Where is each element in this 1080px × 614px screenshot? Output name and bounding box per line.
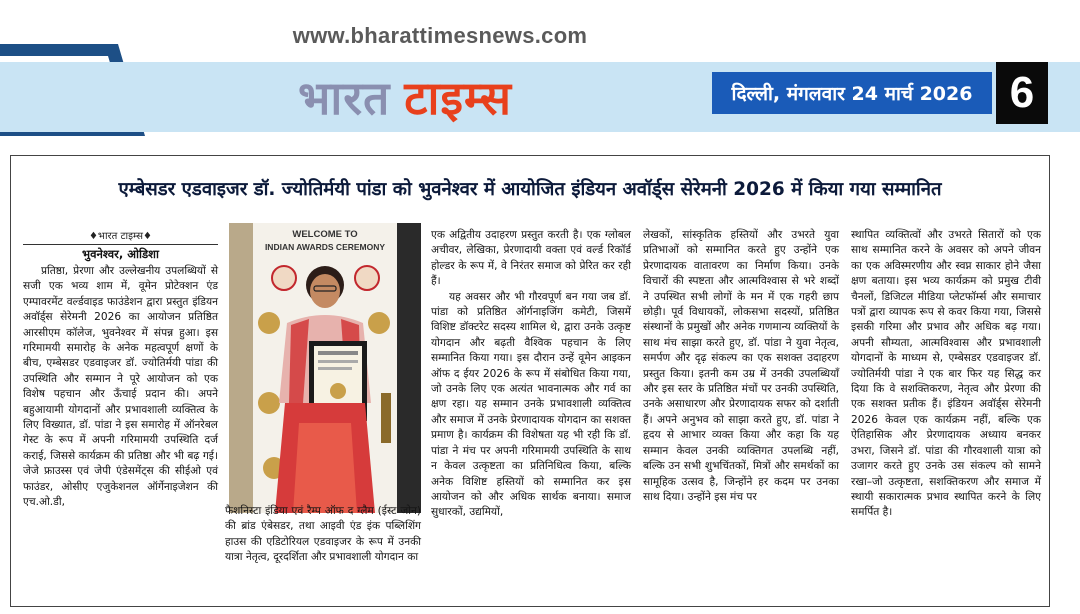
paragraph: एक अद्वितीय उदाहरण प्रस्तुत करती है। एक ग्लोबल अचीवर, लेखिका, प्रेरणादायी वक्ता एवं वर्ल्ड रिकॉर्ड होल्डर के रूप में, वे निरंतर समाज को प्रेरित कर रही हैं। [431, 229, 631, 288]
article-photo [229, 223, 421, 513]
masthead [0, 0, 1080, 140]
paragraph: फैशनिस्टा इंडिया एवं रैम्प ऑफ द ग्लैम (ईस्ट जोन) की ब्रांड एंबेसडर, तथा आइवी एंड इंक पब्लिशिंग हाउस की एडिटोरियल एडवाइजर के रूप में उनकी यात्रा नेतृत्व, दूरदर्शिता और प्रभावशाली योगदान का [225, 505, 421, 564]
article-column-5 [851, 228, 1041, 521]
article-column-1 [23, 264, 218, 511]
article-column-2 [225, 504, 421, 566]
news-article [10, 155, 1050, 607]
news-location: भुवनेश्वर, ओडिशा [82, 247, 159, 261]
dateline: दिल्ली, मंगलवार 24 मार्च 2026 [712, 72, 992, 114]
article-column-4 [643, 228, 839, 505]
website-url: www.bharattimesnews.com [250, 14, 630, 58]
news-source: ♦भारत टाइम्स♦ [23, 228, 218, 245]
article-headline: एम्बेसडर एडवाइजर डॉ. ज्योतिर्मयी पांडा को भुवनेश्वर में आयोजित इंडियन अवॉर्ड्स सेरेमनी 2026 में किया गया सम्मानित [118, 179, 942, 200]
banner-line-1: WELCOME TO [292, 229, 358, 240]
brand-word-bharat: भारत [298, 71, 391, 125]
page-number: 6 [996, 62, 1048, 124]
award-photo-illustration [229, 223, 421, 513]
paragraph: लेखकों, सांस्कृतिक हस्तियों और उभरते युवा प्रतिभाओं को सम्मानित करते हुए उन्होंने एक प्रेरणादायक वातावरण का निर्माण किया। उनके विचारों की स्पष्टता और आत्मविश्वास से भरे शब्दों ने उपस्थित सभी लोगों के मन में एक गहरी छाप छोड़ी। पूर्व विधायकों, लोकसभा सदस्यों, प्रतिष्ठित संस्थानों के प्रमुखों और अनेक गणमान्य व्यक्तियों के साथ मंच साझा करते हुए, डॉ. पांडा ने युवा नेतृत्व, समर्पण और दृढ़ संकल्प का एक सशक्त उदाहरण प्रस्तुत किया। इतनी कम उम्र में उनकी उपलब्धियाँ और इस स्तर के प्रतिष्ठित मंचों पर उनकी उपस्थिति, उनके असाधारण और प्रेरणादायक सफर को दर्शाती हैं। अपने अनुभव को साझा करते हुए, डॉ. पांडा ने हृदय से आभार व्यक्त किया और कहा कि यह सम्मान केवल उनकी व्यक्तिगत उपलब्धि नहीं, बल्कि उन सभी शुभचिंतकों, मित्रों और समर्थकों का सामूहिक उत्सव है, जिन्होंने हर कदम पर उनका साथ दिया। उन्होंने इस मंच पर [643, 229, 839, 503]
paragraph: प्रतिष्ठा, प्रेरणा और उल्लेखनीय उपलब्धियों से सजी एक भव्य शाम में, वूमेन प्रोटेक्शन एंड एम्पावरमेंट वर्ल्डवाइड फाउंडेशन द्वारा प्रस्तुत इंडियन अवॉर्ड्स सेरेमनी 2026 का आयोजन प्रतिष्ठित आरसीएम कॉलेज, भुवनेश्वर में संपन्न हुआ। इस गरिमामयी समारोह के अनेक महत्वपूर्ण क्षणों के बीच, एम्बेसडर एडवाइजर डॉ. ज्योतिर्मयी पांडा की उपस्थिति और सम्मान ने पूरे आयोजन को एक विशेष पहचान और ऊँचाई प्रदान की। अपने बहुआयामी योगदानों और प्रभावशाली व्यक्तित्व के लिए विख्यात, डॉ. पांडा ने इस समारोह में ऑनरेबल गेस्ट के रूप में अपनी गरिमामयी उपस्थिति दर्ज कराई, जिससे कार्यक्रम की प्रतिष्ठा और भी बढ़ गई। जेजे फ्राउस्स एवं जेपी एंडेसमेंट्स की सीईओ एवं फाउंडर, ओसीए एजुकेशनल ऑर्गेनाइजेशन की एच.ओ.डी, [23, 265, 218, 509]
newspaper-brand [298, 62, 512, 132]
byline [23, 228, 218, 262]
paragraph: यह अवसर और भी गौरवपूर्ण बन गया जब डॉ. पांडा को प्रतिष्ठित ऑर्गनाइजिंग कमेटी, जिसमें विशिष्ट डॉक्टरेट सदस्य शामिल थे, द्वारा उनके उत्कृष्ट योगदान और बढ़ती वैश्विक पहचान के लिए सम्मानित किया गया। इस दौरान उन्हें वूमेन आइकन ऑफ द ईयर 2026 के रूप में संबोधित किया गया, जो उनके लिए एक अत्यंत भावनात्मक और गर्व का क्षण रहा। यह सम्मान उनके प्रभावशाली व्यक्तित्व और समाज में उनके प्रेरणादायक योगदान का सशक्त प्रमाण है। कार्यक्रम की विशेषता यह भी रही कि डॉ. पांडा ने मंच पर अपनी गरिमामयी उपस्थिति के साथ न केवल उत्कृष्टता का प्रतिनिधित्व किया, बल्कि अनेक विशिष्ट हस्तियों को सम्मानित कर इस आयोजन को और अधिक सार्थक बनाया। समाज सुधारकों, उद्यमियों, [431, 290, 631, 519]
paragraph: स्थापित व्यक्तित्वों और उभरते सितारों को एक साथ सम्मानित करने के अवसर को अपने जीवन का एक अविस्मरणीय और स्वप्न साकार होने जैसा क्षण बताया। इस भव्य कार्यक्रम को प्रमुख टीवी चैनलों, डिजिटल मीडिया प्लेटफॉर्म्स और समाचार पत्रों द्वारा व्यापक रूप से कवर किया गया, जिससे इसकी गरिमा और प्रभाव और अधिक बढ़ गया। अपनी सौम्यता, आत्मविश्वास और प्रभावशाली योगदानों के माध्यम से, एम्बेसडर एडवाइजर डॉ. ज्योतिर्मयी पांडा ने एक बार फिर यह सिद्ध कर दिया कि वे सशक्तिकरण, नेतृत्व और प्रेरणा की एक सशक्त प्रतीक हैं। इंडियन अवॉर्ड्स सेरेमनी 2026 केवल एक कार्यक्रम नहीं, बल्कि एक ऐतिहासिक और प्रेरणादायक अध्याय बनकर उभरा, जिसने डॉ. पांडा की गौरवशाली यात्रा को उजागर करते हुए उनके उस संकल्प को सामने रखा–जो उत्कृष्टता, सशक्तिकरण और समाज में स्थायी सकारात्मक प्रभाव स्थापित करने के लिए समर्पित है। [851, 229, 1041, 519]
banner-line-2: INDIAN AWARDS CEREMONY [264, 242, 386, 252]
brand-word-times: टाइम्स [404, 71, 513, 125]
article-column-3 [431, 228, 631, 521]
